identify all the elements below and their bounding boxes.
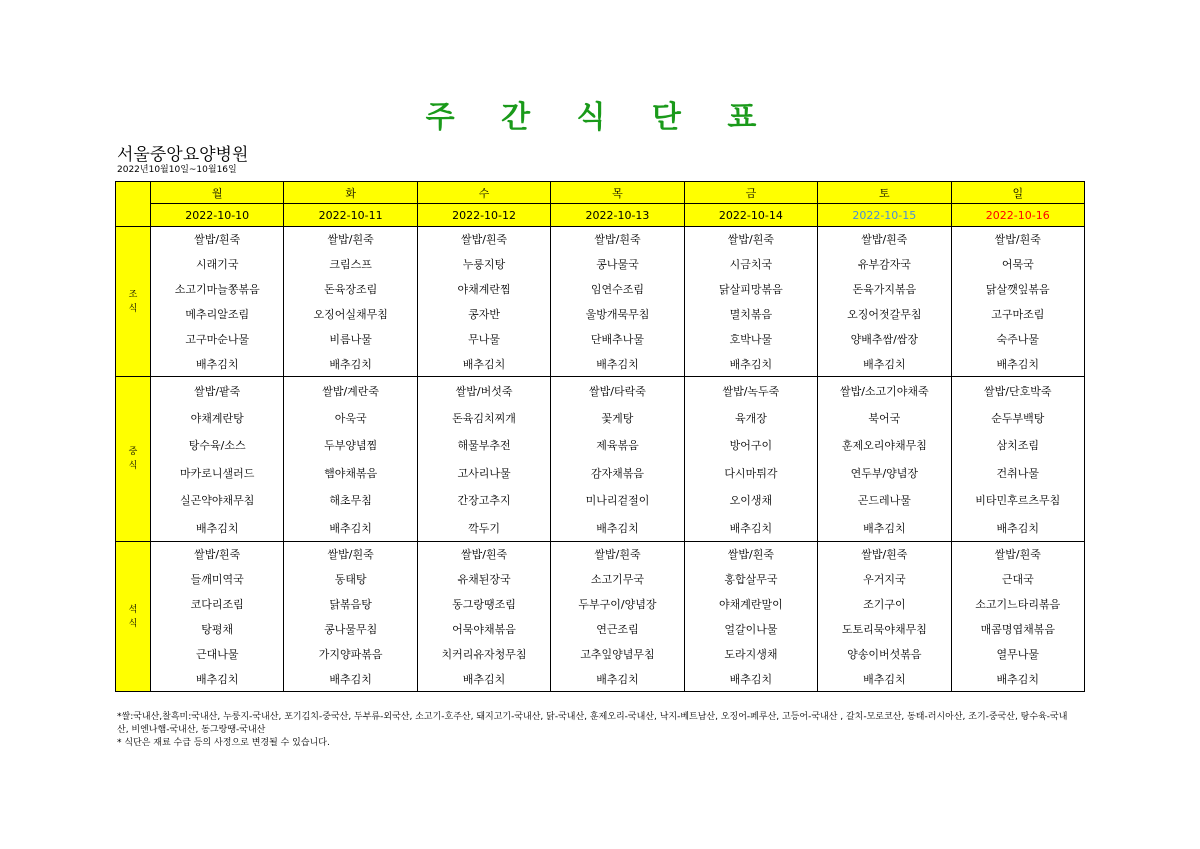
menu-item: 쌀밥/단호박죽: [951, 377, 1084, 405]
day-header: 목: [551, 182, 684, 204]
menu-item: 고추잎양념무침: [551, 642, 684, 667]
menu-item: 꽃게탕: [551, 404, 684, 432]
date-header: 2022-10-11: [284, 204, 417, 227]
menu-row: [116, 592, 1085, 617]
menu-item: 배추김치: [951, 667, 1084, 692]
menu-item: 동그랑땡조림: [417, 592, 550, 617]
menu-item: 북어국: [818, 404, 951, 432]
menu-item: 마카로니샐러드: [151, 459, 284, 487]
meal-label: [116, 542, 151, 692]
menu-item: 쌀밥/흰죽: [551, 227, 684, 252]
menu-item: 양배추쌈/쌈장: [818, 327, 951, 352]
menu-item: 오징어젓갈무침: [818, 302, 951, 327]
menu-item: 다시마튀각: [684, 459, 817, 487]
menu-item: 두부양념찜: [284, 432, 417, 460]
date-header: 2022-10-14: [684, 204, 817, 227]
menu-item: 배추김치: [151, 352, 284, 377]
menu-item: 탕수육/소스: [151, 432, 284, 460]
menu-item: 닭살깻잎볶음: [951, 277, 1084, 302]
menu-item: 들깨미역국: [151, 567, 284, 592]
day-header: 화: [284, 182, 417, 204]
menu-item: 시래기국: [151, 252, 284, 277]
origin-note: *쌀:국내산,찰흑미:국내산, 누룽지-국내산, 포기김치-중국산, 두부류-외국산, 소고기-호주산, 돼지고기-국내산, 닭-국내산, 훈제오리-국내산, 낙지-베트남산, 오징어-페루산, 고등어-국내산 , 갈치-모로코산, 동태-러시아산, 조기-중국산, 탕수육-국내산, 비엔나햄-국내산, 동그랑땡-국내산: [117, 712, 1068, 735]
menu-item: 쌀밥/흰죽: [417, 227, 550, 252]
date-header-row: [116, 204, 1085, 227]
menu-item: 훈제오리야채무침: [818, 432, 951, 460]
page-title: 주 간 식 단 표: [425, 100, 775, 135]
menu-item: 소고기무국: [551, 567, 684, 592]
menu-item: 쌀밥/소고기야채죽: [818, 377, 951, 405]
menu-row: [116, 352, 1085, 377]
menu-item: 콩나물국: [551, 252, 684, 277]
meal-section: [116, 542, 1085, 692]
menu-row: [116, 302, 1085, 327]
menu-item: 연근조림: [551, 617, 684, 642]
menu-item: 쌀밥/흰죽: [151, 542, 284, 567]
menu-item: 동태탕: [284, 567, 417, 592]
menu-row: [116, 667, 1085, 692]
meal-section: [116, 227, 1085, 377]
menu-item: 쌀밥/계란죽: [284, 377, 417, 405]
menu-item: 비름나물: [284, 327, 417, 352]
menu-item: 배추김치: [417, 352, 550, 377]
menu-item: 두부구이/양념장: [551, 592, 684, 617]
menu-item: 실곤약야채무침: [151, 487, 284, 515]
menu-item: 어묵국: [951, 252, 1084, 277]
menu-row: [116, 227, 1085, 252]
menu-period: 2022년10월10일~10월16일: [117, 165, 237, 175]
meal-label-bottom: 식: [128, 461, 138, 471]
menu-item: 조기구이: [818, 592, 951, 617]
menu-item: 연두부/양념장: [818, 459, 951, 487]
menu-item: 배추김치: [284, 667, 417, 692]
menu-item: 쌀밥/흰죽: [684, 227, 817, 252]
meal-label-bottom: 식: [128, 618, 138, 629]
menu-row: [116, 377, 1085, 405]
menu-item: 가지양파볶음: [284, 642, 417, 667]
menu-item: 햄야채볶음: [284, 459, 417, 487]
menu-item: 오징어실채무침: [284, 302, 417, 327]
menu-item: 시금치국: [684, 252, 817, 277]
menu-item: 쌀밥/흰죽: [284, 542, 417, 567]
menu-item: 해물부추전: [417, 432, 550, 460]
menu-row: [116, 567, 1085, 592]
menu-item: 배추김치: [818, 514, 951, 542]
menu-row: [116, 459, 1085, 487]
menu-item: 양송이버섯볶음: [818, 642, 951, 667]
menu-item: 쌀밥/흰죽: [951, 542, 1084, 567]
menu-row: [116, 542, 1085, 567]
menu-item: 소고기마늘쫑볶음: [151, 277, 284, 302]
meal-label-top: 조: [128, 289, 138, 300]
menu-item: 무나물: [417, 327, 550, 352]
menu-item: 배추김치: [284, 514, 417, 542]
menu-item: 야채계란찜: [417, 277, 550, 302]
menu-item: 돈육가지볶음: [818, 277, 951, 302]
menu-item: 배추김치: [951, 352, 1084, 377]
menu-item: 감자채볶음: [551, 459, 684, 487]
menu-item: 배추김치: [551, 667, 684, 692]
menu-item: 야채계란탕: [151, 404, 284, 432]
menu-item: 쌀밥/타락죽: [551, 377, 684, 405]
meal-label-top: 석: [128, 604, 138, 615]
menu-item: 근대나물: [151, 642, 284, 667]
menu-item: 쌀밥/흰죽: [818, 542, 951, 567]
day-header: 월: [151, 182, 284, 204]
menu-item: 배추김치: [551, 352, 684, 377]
menu-item: 고구마조림: [951, 302, 1084, 327]
header-corner-cell: [116, 182, 151, 227]
menu-item: 방어구이: [684, 432, 817, 460]
menu-item: 배추김치: [417, 667, 550, 692]
menu-item: 근대국: [951, 567, 1084, 592]
menu-item: 배추김치: [551, 514, 684, 542]
menu-item: 육개장: [684, 404, 817, 432]
menu-item: 건취나물: [951, 459, 1084, 487]
menu-item: 임연수조림: [551, 277, 684, 302]
menu-item: 유부감자국: [818, 252, 951, 277]
menu-item: 멸치볶음: [684, 302, 817, 327]
date-header: 2022-10-10: [151, 204, 284, 227]
menu-item: 얼갈이나물: [684, 617, 817, 642]
date-header: 2022-10-13: [551, 204, 684, 227]
menu-item: 해초무침: [284, 487, 417, 515]
menu-item: 고구마순나물: [151, 327, 284, 352]
notes-section: [117, 711, 1077, 750]
menu-item: 쌀밥/흰죽: [684, 542, 817, 567]
menu-item: 아욱국: [284, 404, 417, 432]
menu-item: 배추김치: [818, 667, 951, 692]
menu-item: 쌀밥/흰죽: [551, 542, 684, 567]
menu-item: 쌀밥/흰죽: [951, 227, 1084, 252]
weekly-menu-table: [115, 181, 1085, 692]
day-header: 일: [951, 182, 1084, 204]
menu-item: 돈육김치찌개: [417, 404, 550, 432]
menu-row: [116, 252, 1085, 277]
meal-label-bottom: 식: [128, 303, 138, 314]
menu-item: 돈육장조림: [284, 277, 417, 302]
menu-item: 배추김치: [151, 667, 284, 692]
menu-item: 숙주나물: [951, 327, 1084, 352]
menu-item: 닭볶음탕: [284, 592, 417, 617]
menu-item: 치커리유자청무침: [417, 642, 550, 667]
menu-item: 배추김치: [151, 514, 284, 542]
menu-item: 메추리알조림: [151, 302, 284, 327]
menu-item: 야채계란말이: [684, 592, 817, 617]
day-header: 수: [417, 182, 550, 204]
menu-item: 홍합살무국: [684, 567, 817, 592]
menu-item: 탕평채: [151, 617, 284, 642]
menu-item: 쌀밥/녹두죽: [684, 377, 817, 405]
menu-row: [116, 404, 1085, 432]
menu-item: 쌀밥/흰죽: [417, 542, 550, 567]
menu-item: 도토리묵야채무침: [818, 617, 951, 642]
menu-item: 닭살피망볶음: [684, 277, 817, 302]
menu-item: 배추김치: [684, 352, 817, 377]
menu-item: 열무나물: [951, 642, 1084, 667]
menu-row: [116, 487, 1085, 515]
menu-item: 단배추나물: [551, 327, 684, 352]
date-header-sunday: 2022-10-16: [951, 204, 1084, 227]
menu-item: 콩나물무침: [284, 617, 417, 642]
menu-row: [116, 642, 1085, 667]
menu-item: 오이생채: [684, 487, 817, 515]
menu-row: [116, 432, 1085, 460]
menu-item: 매콤명엽채볶음: [951, 617, 1084, 642]
menu-item: 우거지국: [818, 567, 951, 592]
menu-item: 코다리조림: [151, 592, 284, 617]
menu-item: 쌀밥/버섯죽: [417, 377, 550, 405]
menu-item: 콩자반: [417, 302, 550, 327]
menu-item: 배추김치: [684, 667, 817, 692]
organization-name: 서울중앙요양병원: [117, 145, 249, 165]
day-header-row: [116, 182, 1085, 204]
meal-label: [116, 227, 151, 377]
menu-item: 제육볶음: [551, 432, 684, 460]
menu-item: 곤드레나물: [818, 487, 951, 515]
menu-item: 비타민후르츠무침: [951, 487, 1084, 515]
menu-item: 간장고추지: [417, 487, 550, 515]
menu-row: [116, 277, 1085, 302]
menu-item: 쌀밥/흰죽: [284, 227, 417, 252]
menu-item: 호박나물: [684, 327, 817, 352]
menu-item: 어묵야채볶음: [417, 617, 550, 642]
menu-item: 삼치조림: [951, 432, 1084, 460]
meal-label-top: 중: [128, 447, 138, 457]
day-header: 토: [818, 182, 951, 204]
menu-item: 배추김치: [284, 352, 417, 377]
menu-item: 쌀밥/팥죽: [151, 377, 284, 405]
change-note: * 식단은 재료 수급 등의 사정으로 변경될 수 있습니다.: [117, 738, 330, 748]
menu-item: 울방개묵무침: [551, 302, 684, 327]
meal-section: [116, 377, 1085, 542]
menu-item: 쌀밥/흰죽: [818, 227, 951, 252]
menu-row: [116, 327, 1085, 352]
menu-item: 고사리나물: [417, 459, 550, 487]
menu-item: 누룽지탕: [417, 252, 550, 277]
menu-item: 배추김치: [951, 514, 1084, 542]
date-header: 2022-10-12: [417, 204, 550, 227]
menu-item: 도라지생채: [684, 642, 817, 667]
menu-item: 유채된장국: [417, 567, 550, 592]
menu-item: 배추김치: [818, 352, 951, 377]
meal-label: [116, 377, 151, 542]
menu-item: 쌀밥/흰죽: [151, 227, 284, 252]
menu-row: [116, 514, 1085, 542]
menu-row: [116, 617, 1085, 642]
menu-item: 크림스프: [284, 252, 417, 277]
menu-item: 소고기느타리볶음: [951, 592, 1084, 617]
date-header-saturday: 2022-10-15: [818, 204, 951, 227]
menu-item: 순두부백탕: [951, 404, 1084, 432]
menu-item: 미나리겉절이: [551, 487, 684, 515]
day-header: 금: [684, 182, 817, 204]
menu-item: 배추김치: [684, 514, 817, 542]
menu-item: 깍두기: [417, 514, 550, 542]
